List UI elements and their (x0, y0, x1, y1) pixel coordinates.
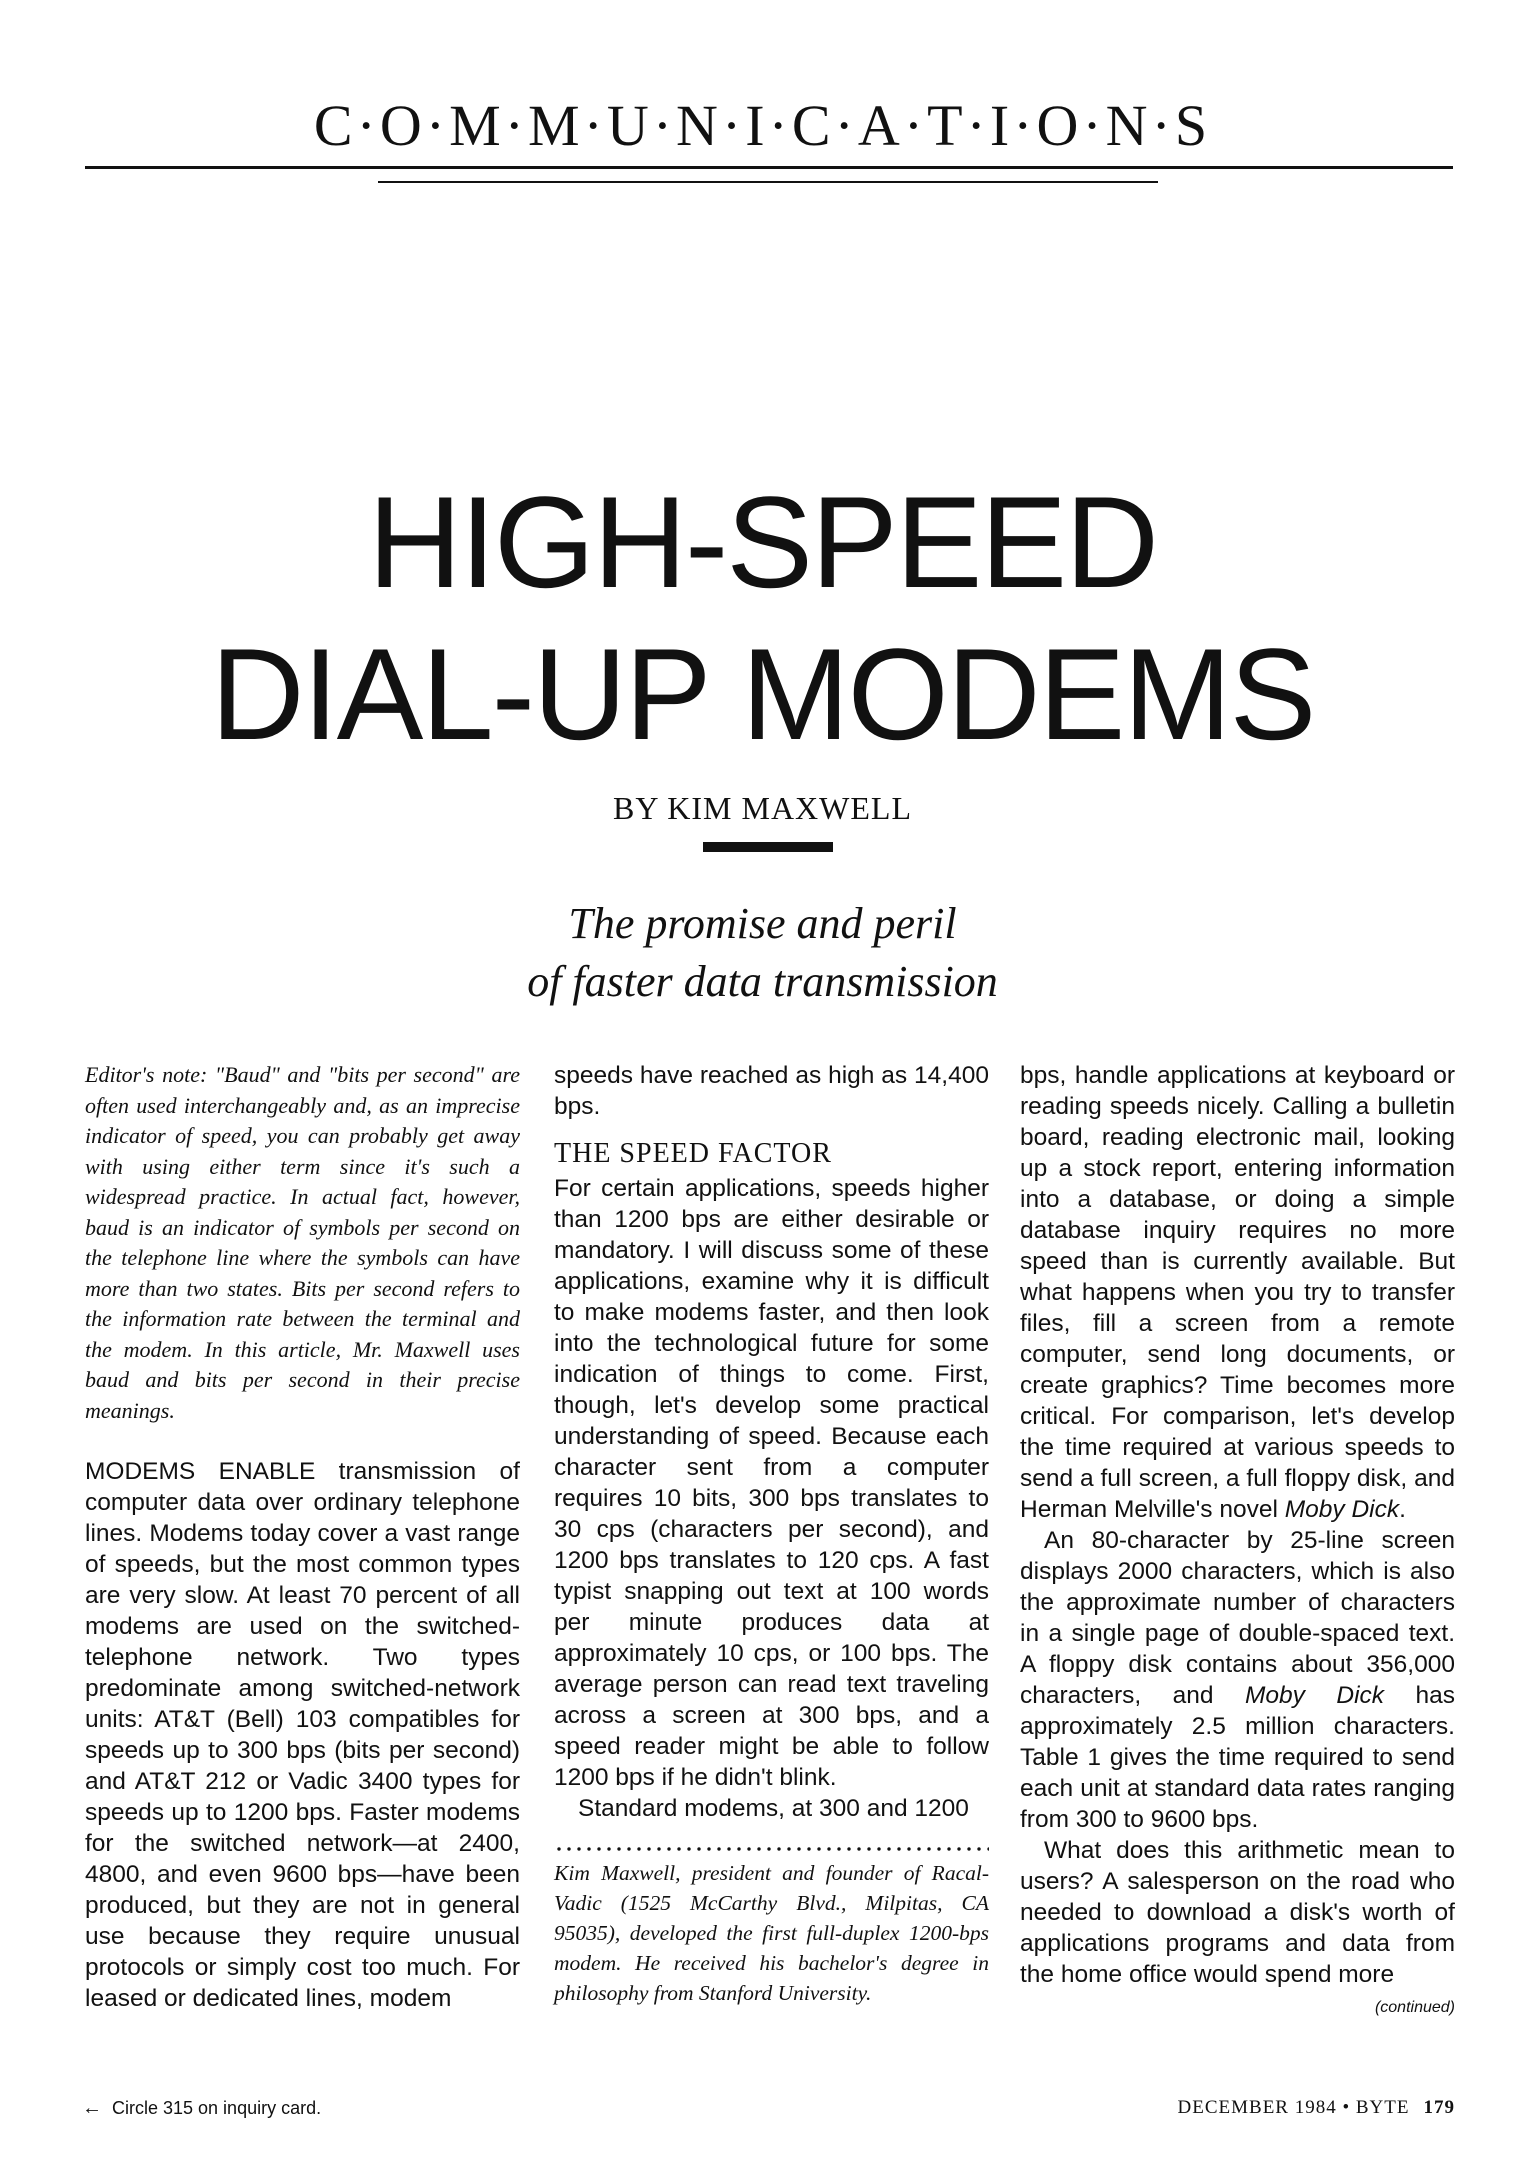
author-bio: Kim Maxwell, president and founder of Racal-Vadic (1525 McCarthy Blvd., Milpitas, CA 95035), developed the first full-duplex 1200-bps modem. He received his bachelor's degree in philosophy from Stanford University. (554, 1861, 989, 2005)
left-arrow-icon: ← (82, 2097, 102, 2119)
title-line-2: DIAL-UP MODEMS (210, 621, 1315, 767)
article-subtitle (0, 895, 1525, 1011)
article-title (0, 466, 1525, 770)
body-paragraph: bps, handle applications at keyboard or reading speeds nicely. Calling a bulletin board, reading electronic mail, looking up a stock report, entering information into a database, or doing a simple database inquiry requires no more speed than is currently available. But what happens when you try to transfer files, fill a screen from a remote computer, send long documents, or create graphics? Time becomes more critical. For comparison, let's develop the time required at various speeds to send a full screen, a full floppy disk, and Herman Melville's novel Moby Dick. (1020, 1062, 1455, 1523)
column-2 (554, 1060, 989, 2008)
body-paragraph: An 80-character by 25-line screen displays 2000 characters, which is also the approximate number of characters in a single page of double-spaced text. A floppy disk contains about 356,000 characters, and Moby Dick has approximately 2.5 million characters. Table 1 gives the time required to send each unit at standard data rates ranging from 300 to 9600 bps. (1020, 1527, 1455, 1833)
dotted-divider (554, 1846, 989, 1852)
body-paragraph: What does this arithmetic mean to users? A salesperson on the road who needed to download a disk's worth of applications programs and data from the home office would spend more (1020, 1837, 1455, 1988)
subtitle-line-2: of faster data transmission (527, 957, 998, 1006)
book-title: Moby Dick (1245, 1682, 1385, 1709)
subtitle-line-1: The promise and peril (568, 899, 957, 948)
header-rule-thick (85, 166, 1453, 169)
section-heading: THE SPEED FACTOR (554, 1138, 832, 1169)
book-title: Moby Dick (1284, 1496, 1400, 1523)
byline-bar (703, 842, 833, 852)
body-paragraph: speeds have reached as high as 14,400 bps. (554, 1062, 989, 1120)
continued-label: (continued) (1374, 1999, 1455, 2016)
section-header: C·O·M·M·U·N·I·C·A·T·I·O·N·S (313, 93, 1212, 158)
page-number: 179 (1423, 2097, 1455, 2118)
title-line-1: HIGH-SPEED (367, 469, 1157, 615)
body-paragraph: MODEMS ENABLE transmission of computer data over ordinary telephone lines. Modems today cover a vast range of speeds, but the most common types are very slow. At least 70 percent of all modems are used on the switched-telephone network. Two types predominate among switched-network units: AT&T (Bell) 103 compatibles for speeds up to 300 bps (bits per second) and AT&T 212 or Vadic 3400 types for speeds up to 1200 bps. Faster modems for the switched network—at 2400, 4800, and even 9600 bps—have been produced, but they are not in general use because they require unusual protocols or simply cost too much. For leased or dedicated lines, modem (85, 1458, 520, 2012)
body-paragraph: For certain applications, speeds higher than 1200 bps are either desirable or mandatory. I will discuss some of these applications, examine why it is difficult to make modems faster, and then look into the technological future for some indication of things to come. First, though, let's develop some practical understanding of speed. Because each character sent from a computer requires 10 bits, 300 bps translates to 30 cps (characters per second), and 1200 bps translates to 120 cps. A fast typist snapping out text at 100 words per minute produces data at approximately 10 cps, or 100 bps. The average person can read text traveling across a screen at 300 bps, and a speed reader might be able to follow 1200 bps if he didn't blink. (554, 1175, 989, 1791)
body-paragraph: Standard modems, at 300 and 1200 (578, 1795, 969, 1822)
inquiry-text: Circle 315 on inquiry card. (112, 2098, 322, 2118)
column-3 (1020, 1060, 1455, 2023)
inquiry-note (82, 2097, 321, 2120)
column-1 (85, 1060, 520, 2014)
editors-note: Editor's note: "Baud" and "bits per second" are often used interchangeably and, as an imprecise indicator of speed, you can probably get away with using either term since it's such a widespread practice. In actual fact, however, baud is an indicator of symbols per second on the telephone line where the symbols can have more than two states. Bits per second refers to the information rate between the terminal and the modem. In this article, Mr. Maxwell uses baud and bits per second in their precise meanings. (85, 1062, 520, 1423)
header-rule-thin (378, 181, 1158, 183)
page-footer (1178, 2097, 1455, 2119)
issue-label: DECEMBER 1984 • BYTE (1177, 2097, 1410, 2118)
byline: BY KIM MAXWELL (613, 790, 912, 826)
